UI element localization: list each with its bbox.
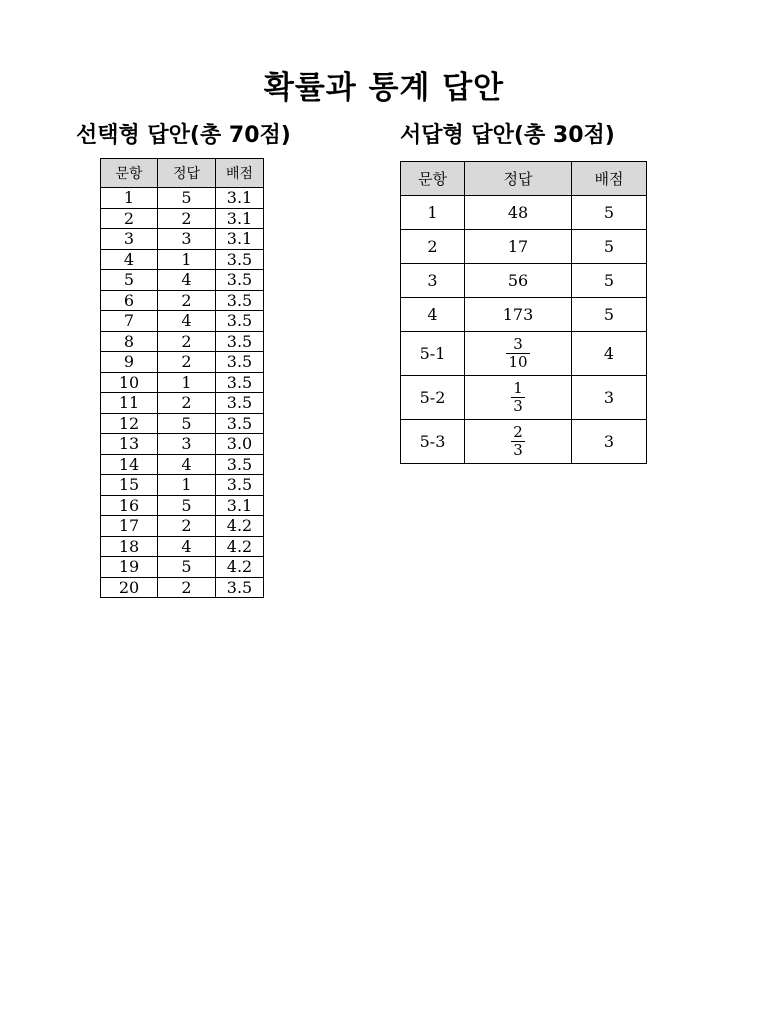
item-cell: 4 [401,298,465,332]
table-row [101,229,264,250]
answer-cell: 56 [465,264,572,298]
answer-cell: 5 [158,188,216,209]
table-row [401,196,647,230]
score-cell: 3 [572,420,647,464]
table-row [401,264,647,298]
fraction-denominator: 3 [513,441,523,459]
score-cell: 4.2 [216,536,264,557]
fraction-numerator: 2 [513,423,523,441]
score-cell: 3.1 [216,208,264,229]
score-cell: 5 [572,230,647,264]
score-cell: 4.2 [216,516,264,537]
column-header-score: 배점 [216,159,264,188]
item-cell: 4 [101,249,158,270]
answer-cell: 2 [158,516,216,537]
score-cell: 3.5 [216,393,264,414]
item-cell: 2 [401,230,465,264]
item-cell: 9 [101,352,158,373]
score-cell: 5 [572,264,647,298]
answer-cell: 2 [158,393,216,414]
table-row [101,290,264,311]
answer-cell: 173 [465,298,572,332]
item-cell: 10 [101,372,158,393]
score-cell: 3.0 [216,434,264,455]
column-header-answer: 정답 [158,159,216,188]
fraction [506,336,529,371]
fraction [511,380,525,415]
answer-cell: 2 [158,577,216,598]
score-cell: 3.5 [216,290,264,311]
column-header-item: 문항 [101,159,158,188]
table-row [101,413,264,434]
answer-cell: 3 [158,229,216,250]
score-cell: 3.5 [216,413,264,434]
answer-cell: 1 [158,475,216,496]
score-cell: 3.5 [216,270,264,291]
item-cell: 3 [401,264,465,298]
score-cell: 4.2 [216,557,264,578]
multiple-choice-heading: 선택형 답안(총 70점) [76,123,291,148]
score-cell: 5 [572,196,647,230]
score-cell: 3.5 [216,249,264,270]
item-cell: 11 [101,393,158,414]
table-row [101,495,264,516]
table-row [101,188,264,209]
score-cell: 3.5 [216,331,264,352]
fraction-numerator: 3 [506,336,529,354]
table-row [101,516,264,537]
item-cell: 17 [101,516,158,537]
answer-cell: 4 [158,311,216,332]
table-row [101,372,264,393]
item-cell: 18 [101,536,158,557]
table-row [401,420,647,464]
item-cell: 8 [101,331,158,352]
table-row [101,270,264,291]
answer-cell: 5 [158,413,216,434]
item-cell: 16 [101,495,158,516]
table-row [101,331,264,352]
item-cell: 19 [101,557,158,578]
answer-cell: 4 [158,270,216,291]
score-cell: 3.5 [216,475,264,496]
answer-cell: 5 [158,495,216,516]
answer-cell: 48 [465,196,572,230]
table-row [401,230,647,264]
short-answer-heading: 서답형 답안(총 30점) [400,123,615,148]
table-row [101,454,264,475]
fraction-denominator: 10 [508,353,528,371]
item-cell: 1 [101,188,158,209]
column-header-item: 문항 [401,162,465,196]
page-title: 확률과 통계 답안 [263,70,505,106]
answer-cell: 4 [158,454,216,475]
column-header-answer: 정답 [465,162,572,196]
table-row [101,557,264,578]
item-cell: 15 [101,475,158,496]
answer-cell: 17 [465,230,572,264]
answer-cell: 4 [158,536,216,557]
table-row [101,311,264,332]
table-row [101,208,264,229]
score-cell: 3.1 [216,188,264,209]
table-row [401,332,647,376]
score-cell: 4 [572,332,647,376]
item-cell: 3 [101,229,158,250]
item-cell: 7 [101,311,158,332]
fraction-numerator: 1 [513,379,523,397]
item-cell: 12 [101,413,158,434]
item-cell: 14 [101,454,158,475]
answer-cell [465,420,572,464]
column-header-score: 배점 [572,162,647,196]
fraction-denominator: 3 [513,397,523,415]
score-cell: 3.1 [216,495,264,516]
answer-cell: 2 [158,290,216,311]
table-row [101,249,264,270]
answer-cell: 1 [158,372,216,393]
table-row [401,376,647,420]
score-cell: 3 [572,376,647,420]
table-header-row [101,159,264,188]
score-cell: 3.5 [216,454,264,475]
answer-cell: 2 [158,352,216,373]
table-row [101,393,264,414]
item-cell: 5-3 [401,420,465,464]
table-header-row [401,162,647,196]
item-cell: 13 [101,434,158,455]
answer-cell: 5 [158,557,216,578]
score-cell: 3.5 [216,372,264,393]
multiple-choice-table [100,158,264,598]
answer-cell: 1 [158,249,216,270]
table-row [101,434,264,455]
table-row [401,298,647,332]
fraction [511,424,525,459]
score-cell: 3.5 [216,311,264,332]
item-cell: 5 [101,270,158,291]
answer-cell [465,376,572,420]
answer-cell: 2 [158,331,216,352]
answer-cell [465,332,572,376]
table-row [101,475,264,496]
item-cell: 2 [101,208,158,229]
item-cell: 1 [401,196,465,230]
score-cell: 3.5 [216,352,264,373]
table-row [101,536,264,557]
item-cell: 5-1 [401,332,465,376]
table-row [101,577,264,598]
item-cell: 6 [101,290,158,311]
score-cell: 5 [572,298,647,332]
table-row [101,352,264,373]
short-answer-table [400,161,647,464]
item-cell: 5-2 [401,376,465,420]
score-cell: 3.1 [216,229,264,250]
score-cell: 3.5 [216,577,264,598]
item-cell: 20 [101,577,158,598]
answer-cell: 2 [158,208,216,229]
answer-cell: 3 [158,434,216,455]
